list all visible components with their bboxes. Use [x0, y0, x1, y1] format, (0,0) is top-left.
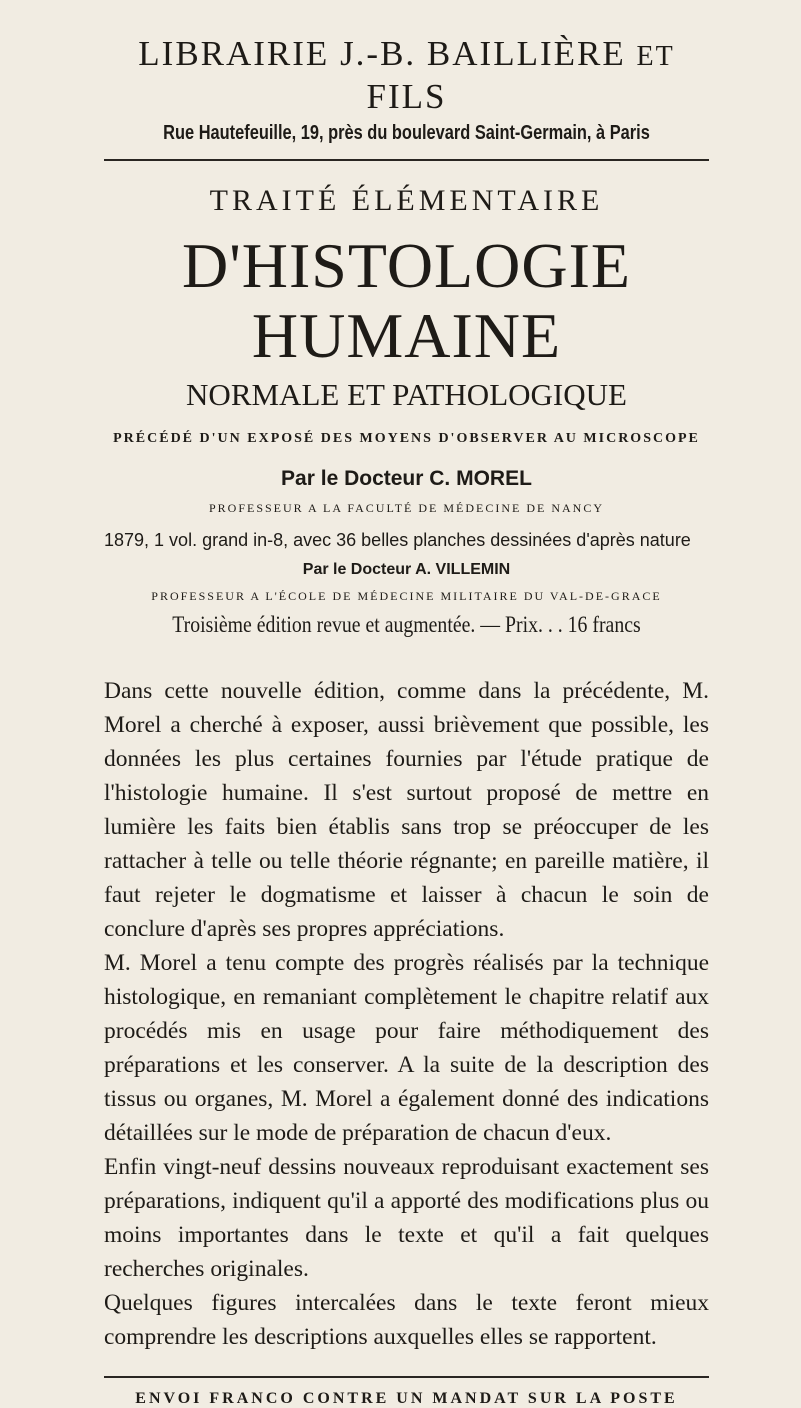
book-title: D'HISTOLOGIE HUMAINE: [182, 230, 631, 371]
author-title: PROFESSEUR A LA FACULTÉ DE MÉDECINE DE NANCY: [208, 501, 605, 515]
footer-note: ENVOI FRANCO CONTRE UN MANDAT SUR LA POSTE: [135, 1390, 678, 1407]
book-subtitle: NORMALE ET PATHOLOGIQUE: [186, 377, 627, 412]
publisher-line: [104, 0, 709, 117]
book-preceded: PRÉCÉDÉ D'UN EXPOSÉ DES MOYENS D'OBSERVER AU MICROSCOPE: [113, 431, 700, 446]
publisher-fils: FILS: [366, 77, 447, 116]
book-traite: TRAITÉ ÉLÉMENTAIRE: [209, 184, 604, 217]
publisher-main: LIBRAIRIE J.-B. BAILLIÈRE: [138, 34, 626, 73]
paragraph: M. Morel a tenu compte des progrès réalisés par la technique histologique, en remaniant complètement le chapitre relatif aux procédés mis en usage pour faire méthodiquement des préparations et les conserver. A la suite de la description des tissus ou organes, M. Morel a également donné des indications détaillées sur le mode de préparation de chacun d'eux.: [104, 950, 709, 1146]
edition-info: 1879, 1 vol. grand in-8, avec 36 belles planches dessinées d'après nature: [104, 530, 691, 550]
edition-price: Troisième édition revue et augmentée. — Prix. . . 16 francs: [172, 612, 641, 637]
paragraph: Enfin vingt-neuf dessins nouveaux reproduisant exactement ses préparations, indiquent qu'il a apporté des modifications plus ou moins importantes dans le texte et qu'il a fait quelques recherches originales.: [104, 1154, 709, 1282]
book-author: Par le Docteur C. MOREL: [281, 467, 532, 490]
publisher-address: Rue Hautefeuille, 19, près du boulevard Saint-Germain, à Paris: [163, 122, 650, 144]
illustrator-title: PROFESSEUR A L'ÉCOLE DE MÉDECINE MILITAIRE DU VAL-DE-GRACE: [151, 589, 662, 603]
header-rule: [104, 159, 709, 161]
book-illustrator: Par le Docteur A. VILLEMIN: [302, 561, 511, 578]
footer-rule: [104, 1376, 709, 1378]
paragraph: Quelques figures intercalées dans le texte feront mieux comprendre les descriptions auxquelles elles se rapportent.: [104, 1290, 709, 1350]
publisher-et: ET: [636, 41, 675, 72]
paragraph: Dans cette nouvelle édition, comme dans la précédente, M. Morel a cherché à exposer, aussi brièvement que possible, les données les plus certaines fournies par l'étude pratique de l'histologie humaine. Il s'est surtout proposé de mettre en lumière les faits bien établis sans trop se préoccuper de les rattacher à telle ou telle théorie régnante; en pareille matière, il faut rejeter le dogmatisme et laisser à chacun le soin de conclure d'après ses propres appréciations.: [104, 678, 709, 942]
description-body: [104, 674, 709, 1354]
